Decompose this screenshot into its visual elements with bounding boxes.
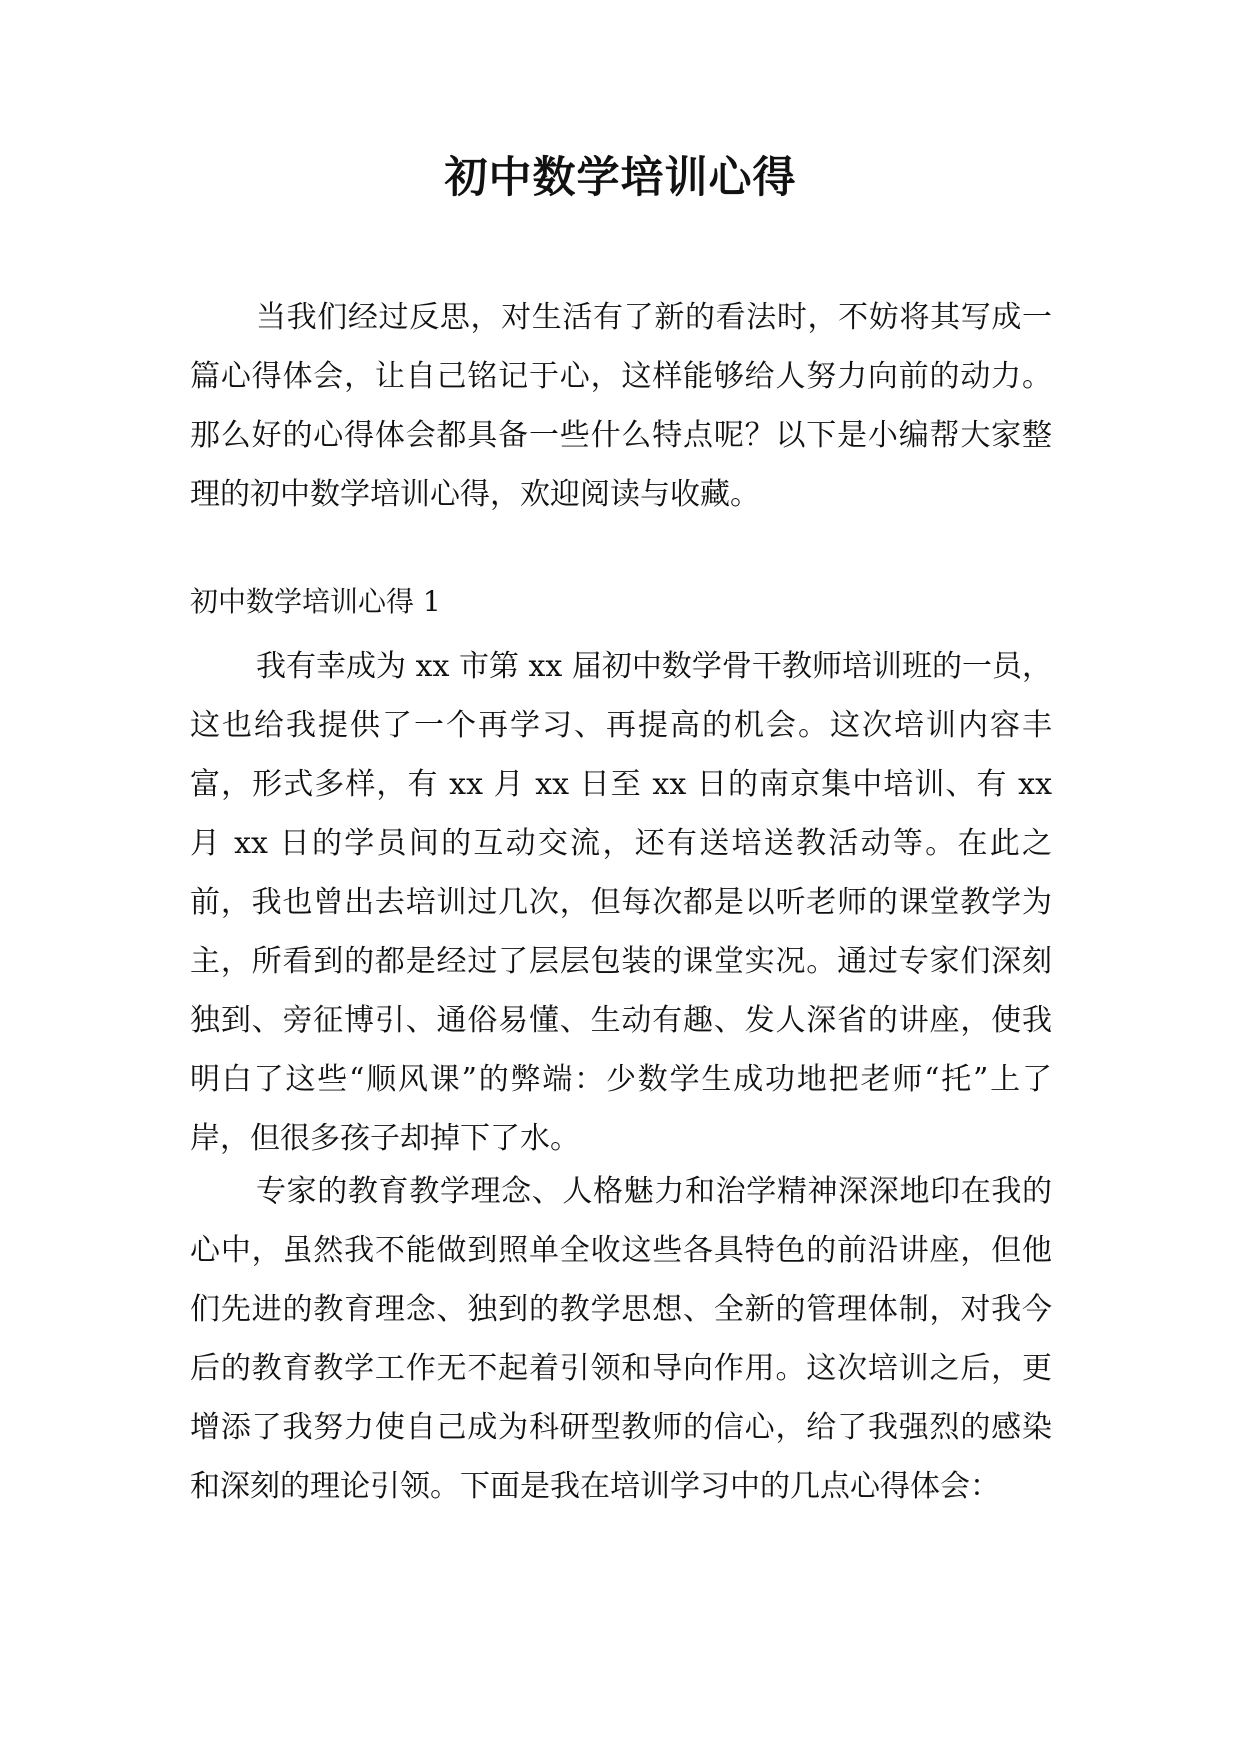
- body-paragraph-1: 我有幸成为 xx 市第 xx 届初中数学骨干教师培训班的一员，这也给我提供了一个再学习、再提高的机会。这次培训内容丰富，形式多样，有 xx 月 xx 日至 xx 日的南京集中培训、有 xx 月 xx 日的学员间的互动交流，还有送培送教活动等。在此之前，我也曾出去培训过几次，但每次都是以听老师的课堂教学为主，所看到的都是经过了层层包装的课堂实况。通过专家们深刻独到、旁征博引、通俗易懂、生动有趣、发人深省的讲座，使我明白了这些“顺风课”的弊端：少数学生成功地把老师“托”上了岸，但很多孩子却掉下了水。: [190, 649, 1052, 1156]
- section-heading: 初中数学培训心得 1: [190, 585, 441, 618]
- body-paragraph-2: 专家的教育教学理念、人格魅力和治学精神深深地印在我的心中，虽然我不能做到照单全收这些各具特色的前沿讲座，但他们先进的教育理念、独到的教学思想、全新的管理体制，对我今后的教育教学工作无不起着引领和导向作用。这次培训之后，更增添了我努力使自己成为科研型教师的信心，给了我强烈的感染和深刻的理论引领。下面是我在培训学习中的几点心得体会：: [190, 1174, 1052, 1504]
- intro-paragraph: 当我们经过反思，对生活有了新的看法时，不妨将其写成一篇心得体会，让自己铭记于心，这样能够给人努力向前的动力。那么好的心得体会都具备一些什么特点呢？以下是小编帮大家整理的初中数学培训心得，欢迎阅读与收藏。: [190, 300, 1052, 512]
- document-title: 初中数学培训心得: [444, 153, 797, 203]
